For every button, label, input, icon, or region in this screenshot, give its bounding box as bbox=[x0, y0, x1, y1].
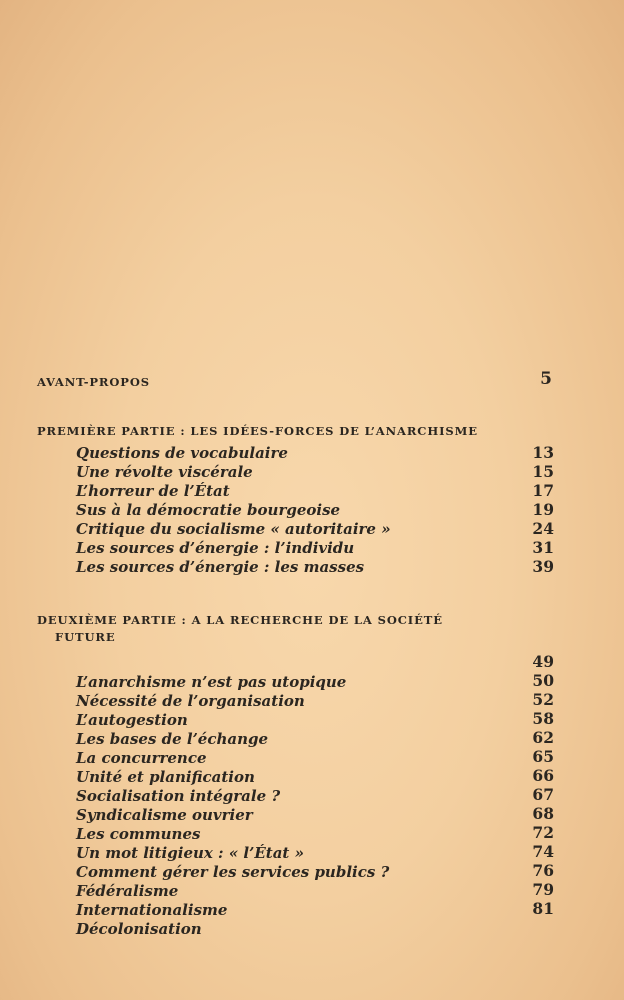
toc-entry[interactable] bbox=[76, 519, 554, 538]
toc-entry[interactable] bbox=[76, 786, 554, 805]
toc-page-number: 79 bbox=[532, 880, 554, 899]
part1-heading: PREMIÈRE PARTIE : LES IDÉES-FORCES DE L’ANARCHISME bbox=[37, 424, 478, 438]
toc-entry[interactable] bbox=[76, 824, 554, 843]
part2-entries bbox=[76, 672, 554, 938]
toc-entry[interactable] bbox=[76, 729, 554, 748]
toc-entry[interactable] bbox=[76, 672, 554, 691]
toc-page-number: 74 bbox=[532, 842, 554, 861]
toc-entry[interactable] bbox=[76, 710, 554, 729]
toc-entry-title: Un mot litigieux : « l’État » bbox=[76, 844, 304, 862]
toc-page-number: 66 bbox=[532, 766, 554, 785]
toc-page-number: 52 bbox=[532, 690, 554, 709]
toc-entry-page: 19 bbox=[532, 500, 554, 519]
toc-page-number: 49 bbox=[532, 652, 554, 671]
toc-page-number: 68 bbox=[532, 804, 554, 823]
toc-page-number: 72 bbox=[532, 823, 554, 842]
toc-page-number: 50 bbox=[532, 671, 554, 690]
toc-entry-title: L’autogestion bbox=[76, 711, 188, 729]
part2-heading-line1: DEUXIÈME PARTIE : A LA RECHERCHE DE LA SOCIÉTÉ bbox=[37, 613, 443, 627]
toc-page-number: 65 bbox=[532, 747, 554, 766]
toc-entry-title: Syndicalisme ouvrier bbox=[76, 806, 253, 824]
toc-entry-title: Décolonisation bbox=[76, 920, 202, 938]
toc-entry-title: La concurrence bbox=[76, 749, 207, 767]
toc-entry[interactable] bbox=[76, 500, 554, 519]
toc-entry[interactable] bbox=[76, 805, 554, 824]
toc-entry[interactable] bbox=[76, 862, 554, 881]
toc-entry-page: 31 bbox=[532, 538, 554, 557]
toc-entry[interactable] bbox=[76, 462, 554, 481]
avant-propos-page: 5 bbox=[540, 369, 552, 389]
toc-entry-title: Les communes bbox=[76, 825, 201, 843]
toc-entry[interactable] bbox=[76, 443, 554, 462]
toc-entry-title: Questions de vocabulaire bbox=[76, 444, 288, 462]
toc-entry[interactable] bbox=[76, 919, 554, 938]
toc-entry[interactable] bbox=[76, 481, 554, 500]
toc-entry[interactable] bbox=[76, 557, 554, 576]
toc-entry-page: 24 bbox=[532, 519, 554, 538]
toc-entry[interactable] bbox=[76, 900, 554, 919]
toc-entry[interactable] bbox=[76, 748, 554, 767]
toc-entry-title: L’horreur de l’État bbox=[76, 482, 230, 500]
toc-entry-page: 17 bbox=[532, 481, 554, 500]
toc-entry-title: Les sources d’énergie : les masses bbox=[76, 558, 365, 576]
toc-entry-title: Une révolte viscérale bbox=[76, 463, 253, 481]
toc-entry-title: Internationalisme bbox=[76, 901, 228, 919]
toc-page-number: 76 bbox=[532, 861, 554, 880]
toc-page-number: 62 bbox=[532, 728, 554, 747]
toc-page-number: 58 bbox=[532, 709, 554, 728]
toc-entry[interactable] bbox=[76, 843, 554, 862]
toc-page-number: 67 bbox=[532, 785, 554, 804]
part2-page-numbers bbox=[514, 652, 554, 918]
toc-entry[interactable] bbox=[76, 767, 554, 786]
toc-entry-title: Unité et planification bbox=[76, 768, 255, 786]
toc-entry-title: Fédéralisme bbox=[76, 882, 179, 900]
toc-entry-title: Les bases de l’échange bbox=[76, 730, 269, 748]
part2-heading-line2: FUTURE bbox=[55, 630, 116, 644]
toc-entry[interactable] bbox=[76, 538, 554, 557]
toc-page-number: 81 bbox=[532, 899, 554, 918]
toc-entry-page: 13 bbox=[532, 443, 554, 462]
toc-entry-title: Nécessité de l’organisation bbox=[76, 692, 305, 710]
toc-entry-page: 15 bbox=[532, 462, 554, 481]
part2-heading bbox=[37, 613, 443, 644]
part1-entries bbox=[76, 443, 554, 576]
toc-entry[interactable] bbox=[76, 881, 554, 900]
toc-entry-title: Socialisation intégrale ? bbox=[76, 787, 281, 805]
toc-entry-title: Les sources d’énergie : l’individu bbox=[76, 539, 355, 557]
toc-entry-title: Critique du socialisme « autoritaire » bbox=[76, 520, 391, 538]
toc-entry-page: 39 bbox=[532, 557, 554, 576]
toc-entry-title: L’anarchisme n’est pas utopique bbox=[76, 673, 347, 691]
toc-entry-title: Comment gérer les services publics ? bbox=[76, 863, 390, 881]
avant-propos-heading: AVANT-PROPOS bbox=[37, 375, 150, 389]
toc-entry[interactable] bbox=[76, 691, 554, 710]
toc-entry-title: Sus à la démocratie bourgeoise bbox=[76, 501, 341, 519]
